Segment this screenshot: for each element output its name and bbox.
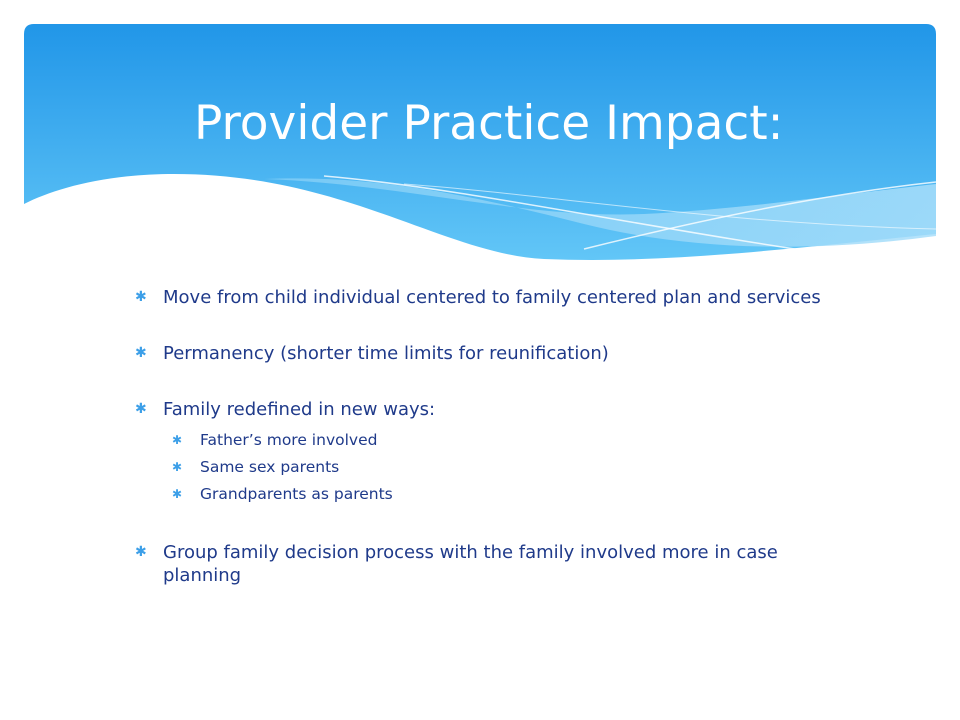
bullet-text: Move from child individual centered to family centered plan and services (163, 287, 821, 308)
asterisk-bullet-icon: ✱ (135, 289, 147, 305)
bullet-item (135, 541, 835, 587)
sub-bullet-item (135, 427, 835, 454)
asterisk-bullet-icon: ✱ (172, 487, 183, 501)
sub-bullet-text: Same sex parents (200, 458, 340, 476)
bullet-text: Group family decision process with the family involved more in case planning (163, 542, 778, 586)
asterisk-bullet-icon: ✱ (135, 345, 147, 361)
bullet-list (135, 286, 835, 620)
sub-bullet-list (135, 427, 835, 508)
asterisk-bullet-icon: ✱ (172, 460, 183, 474)
bullet-item (135, 398, 835, 421)
title-banner (24, 24, 936, 274)
bullet-text: Permanency (shorter time limits for reunification) (163, 343, 609, 364)
bullet-item (135, 286, 835, 309)
sub-bullet-item (135, 481, 835, 508)
bullet-text: Family redefined in new ways: (163, 399, 436, 420)
slide-title: Provider Practice Impact: (194, 96, 784, 151)
sub-bullet-text: Grandparents as parents (200, 485, 393, 503)
asterisk-bullet-icon: ✱ (135, 544, 147, 560)
asterisk-bullet-icon: ✱ (172, 433, 183, 447)
sub-bullet-text: Father’s more involved (200, 431, 378, 449)
sub-bullet-item (135, 454, 835, 481)
bullet-item (135, 342, 835, 365)
asterisk-bullet-icon: ✱ (135, 401, 147, 417)
